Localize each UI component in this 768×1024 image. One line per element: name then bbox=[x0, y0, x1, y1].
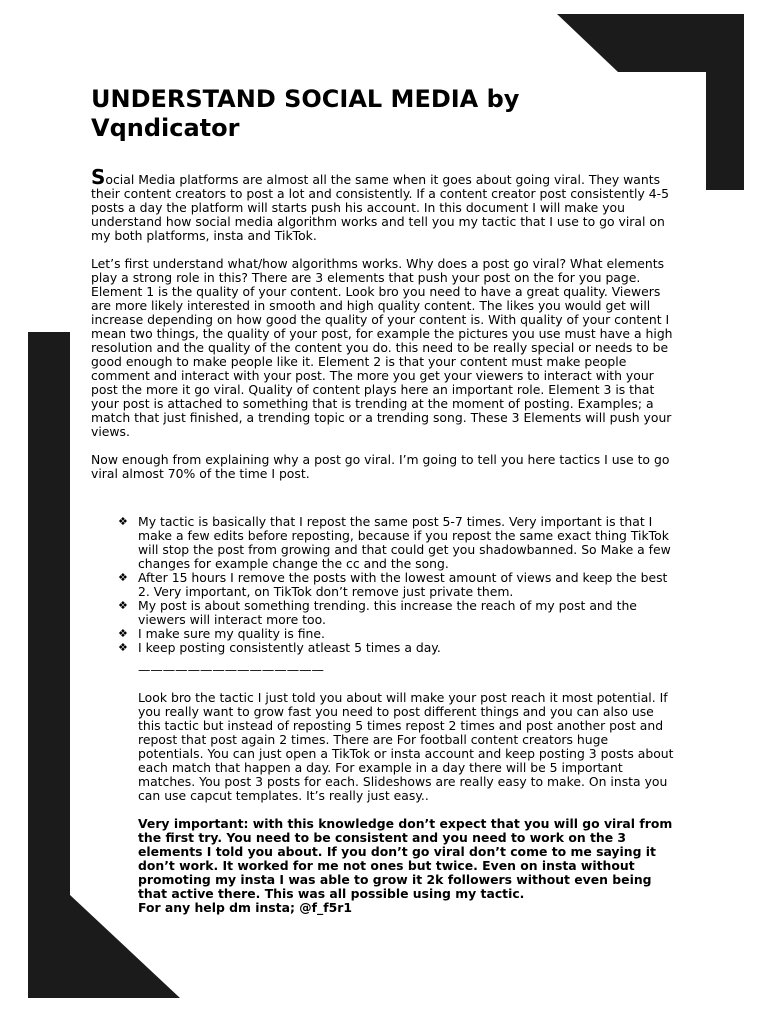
tactics-intro-paragraph: Now enough from explaining why a post go viral. I’m going to tell you here tactics I use to go viral almost 70% of the time I post. bbox=[91, 452, 670, 481]
growth-paragraph: Look bro the tactic I just told you about will make your post reach it most potential. If you really want to grow fast you need to post different things and you can also use this tactic but instead of reposting 5 times repost 2 times and post another post and repost that post again 2 times. There are For football content creators huge potentials. You can just open a TikTok or insta account and keep posting 3 posts about each match that happen a day. For example in a day there will be 5 important matches. You post 3 posts for each. Slideshows are really easy to make. On insta you can use capcut templates. It’s really just easy.. bbox=[138, 690, 674, 803]
document-title: UNDERSTAND SOCIAL MEDIA by Vqndicator bbox=[91, 85, 520, 142]
algorithm-paragraph: Let’s first understand what/how algorithms works. Why does a post go viral? What elements play a strong role in this? There are 3 elements that push your post on the for you page. Element 1 is the quality of your content. Look bro you need to have a great quality. Viewers are more likely interested in smooth and high quality content. The likes you would get will increase depending on how good the quality of your content is. With quality of your content I mean two things, the quality of your post, for example the pictures you use must have a high resolution and the quality of the content you do. this need to be really special or needs to be good enough to make people like it. Element 2 is that your content must make people comment and interact with your post. The more you get your viewers to interact with your post the more it go viral. Quality of content plays here an important role. Element 3 is that your post is attached to something that is trending at the moment of posting. Examples; a match that just finished, a trending topic or a trending song. These 3 Elements will push your views. bbox=[91, 256, 673, 439]
list-item-text: After 15 hours I remove the posts with the lowest amount of views and keep the best 2. Very important, on TikTok don’t remove just private them. bbox=[138, 570, 668, 599]
list-item bbox=[118, 599, 677, 627]
diamond-bullet-icon: ❖ bbox=[118, 627, 128, 640]
intro-text: ocial Media platforms are almost all the same when it goes about going viral. They wants their content creators to post a lot and consistently. If a content creator post consistently 4-5 posts a day the platform will starts push his account. In this document I will make you understand how social media algorithm works and tell you my tactic that I use to go viral on my both platforms, insta and TikTok. bbox=[91, 172, 669, 243]
divider-line: ——————————————— bbox=[138, 662, 324, 677]
list-item bbox=[118, 515, 677, 571]
diamond-bullet-icon: ❖ bbox=[118, 599, 128, 612]
list-item bbox=[118, 627, 677, 641]
important-note: Very important: with this knowledge don’t expect that you will go viral from the first try. You need to be consistent and you need to work on the 3 elements I told you about. If you don’t go viral don’t come to me saying it don’t work. It worked for me not ones but twice. Even on insta without promoting my insta I was able to grow it 2k followers without even being that active there. This was all possible using my tactic. bbox=[138, 816, 673, 901]
contact-line: For any help dm insta; @f_f5r1 bbox=[138, 900, 352, 915]
list-item-text: My tactic is basically that I repost the same post 5-7 times. Very important is that I make a few edits before reposting, because if you repost the same exact thing TikTok will stop the post from growing and that could get you shadowbanned. So Make a few changes for example change the cc and the song. bbox=[138, 514, 671, 571]
closing-section bbox=[91, 663, 677, 915]
list-item bbox=[118, 571, 677, 599]
list-item bbox=[118, 641, 677, 655]
diamond-bullet-icon: ❖ bbox=[118, 515, 128, 528]
intro-paragraph bbox=[91, 165, 677, 243]
list-item-text: I keep posting consistently atleast 5 times a day. bbox=[138, 640, 441, 655]
diamond-bullet-icon: ❖ bbox=[118, 641, 128, 654]
document-body bbox=[91, 165, 677, 915]
tactics-list bbox=[91, 515, 677, 655]
list-item-text: I make sure my quality is fine. bbox=[138, 626, 325, 641]
drop-cap-letter: S bbox=[91, 165, 106, 189]
diamond-bullet-icon: ❖ bbox=[118, 571, 128, 584]
list-item-text: My post is about something trending. this increase the reach of my post and the viewers will interact more too. bbox=[138, 598, 637, 627]
